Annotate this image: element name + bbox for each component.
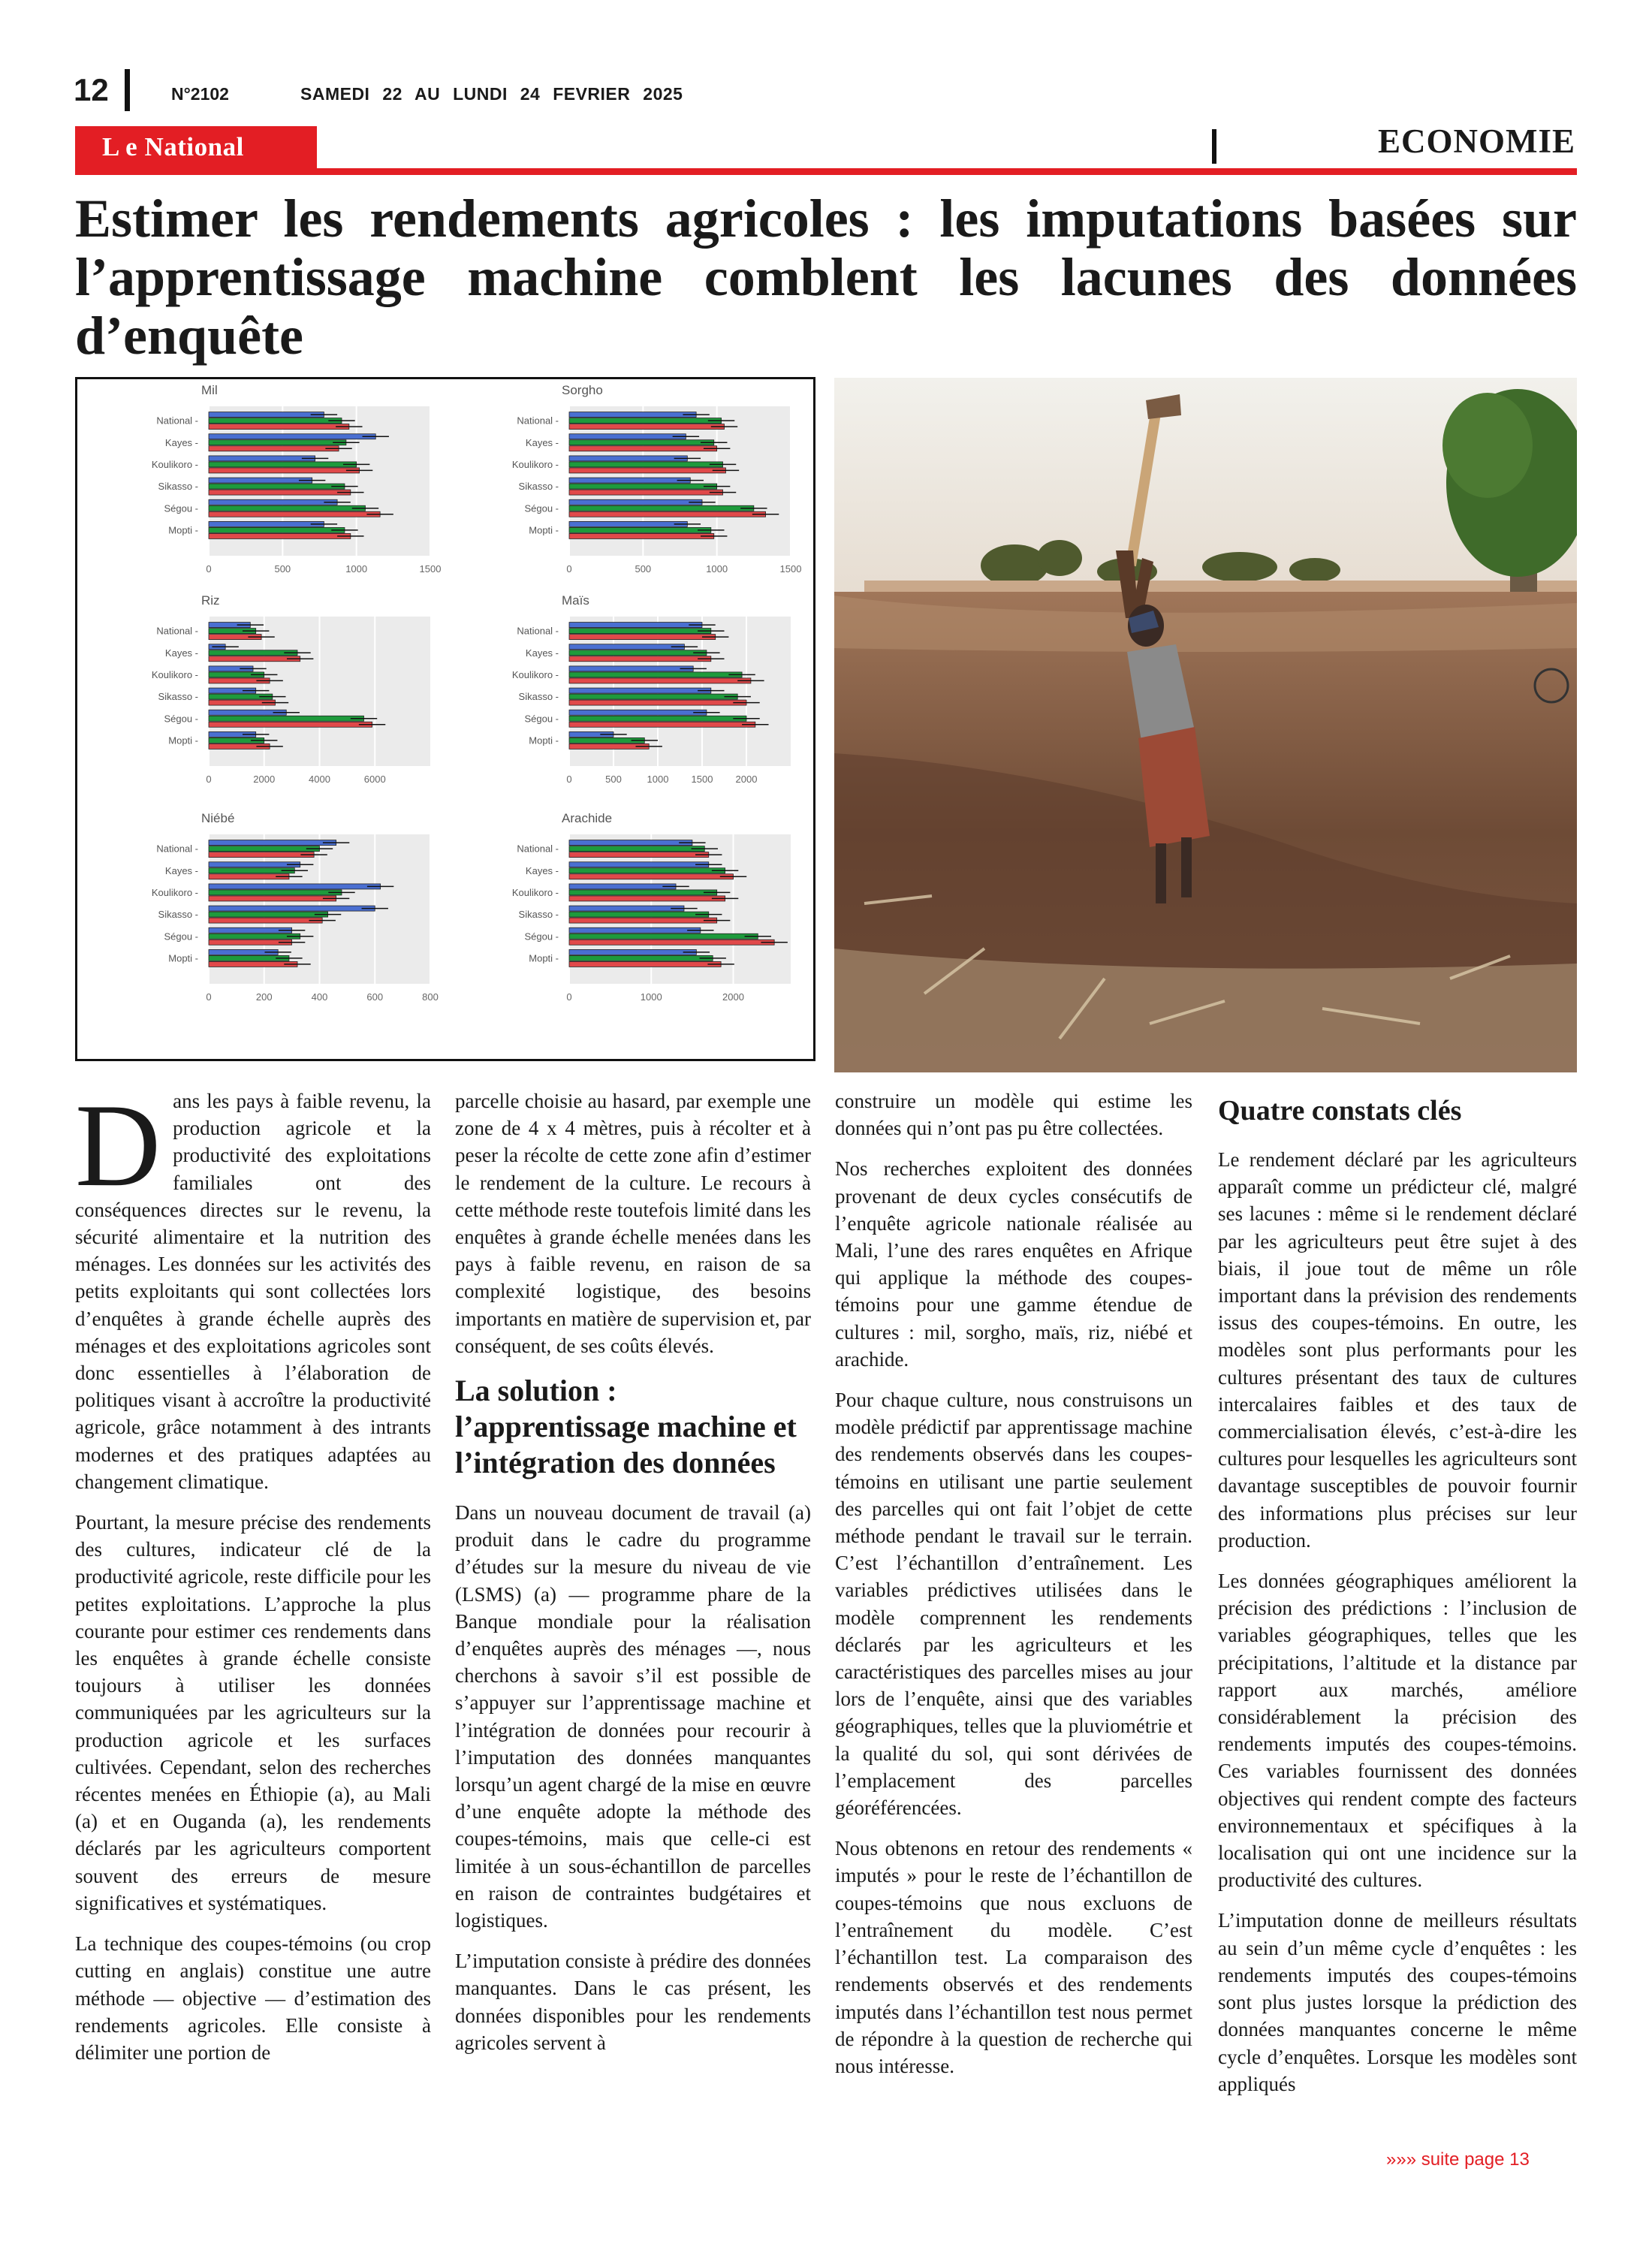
chart-bar: [569, 918, 717, 923]
section-divider: [1212, 129, 1216, 164]
chart-tick-label: 1500: [419, 563, 442, 575]
chart-bar: [569, 716, 746, 721]
chart-tick-label: 200: [255, 991, 273, 1003]
chart-category-label: Koulikoro -: [511, 886, 559, 898]
chart-title: Maïs: [562, 593, 589, 608]
chart-bar: [569, 644, 684, 650]
article-paragraph: Nous obtenons en retour des rendements « imputés » pour le reste de l’échantillon de coupes-témoins que nous excluons de l’entraînement du modèle. C’est l’échantillon test. La comparaison des rendements observés et des rendements imputés dans l’échantillon test nous permet de répondre à la question de recherche qui nous intéresse.: [835, 1837, 1192, 2077]
chart-bar: [569, 961, 721, 967]
chart-bar: [209, 462, 357, 467]
article-paragraph: Pour chaque culture, nous construisons un modèle prédictif par apprentissage machine des rendements observés dans les coupes-témoins en utilisant une partie seulement des parcelles qui ont fait l’objet de cette méthode pendant le travail sur le terrain. C’est l’échantillon d’entraînement. Les variables prédictives utilisées dans le modèle comprennent les rendements déclarés par les agriculteurs et les caractéristiques des parcelles mises au jour lors de l’enquête, ainsi que des variables géographiques, telles que la pluviométrie et la qualité du sol, qui sont dérivées de l’emplacement des parcelles géoréférencées.: [835, 1389, 1192, 1820]
chart-bar: [569, 456, 687, 461]
chart-category-label: Ségou -: [524, 930, 559, 943]
article-paragraph: Nos recherches exploitent des données provenant de deux cycles consécutifs de l’enquête agricole nationale réalisée au Mali, l’une des rares enquêtes en Afrique qui applique la méthode des coupes-témoins pour une gamme étendue de cultures : mil, sorgho, maïs, riz, niébé et arachide.: [835, 1157, 1192, 1371]
chart-bar: [569, 424, 725, 430]
chart-bar: [569, 635, 716, 640]
article-paragraph: construire un modèle qui estime les données qui n’ont pas pu être collectées.: [835, 1090, 1192, 1140]
chart-bar: [569, 478, 690, 483]
chart-bar: [209, 896, 336, 901]
chart-category-label: Ségou -: [164, 502, 198, 514]
chart-tick-label: 500: [635, 563, 652, 575]
chart-bar: [209, 440, 346, 445]
chart-bar: [209, 412, 324, 418]
chart-tick-label: 1000: [640, 991, 662, 1003]
chart-bar: [569, 700, 746, 705]
chart-bar: [209, 906, 375, 911]
chart-category-label: Sikasso -: [158, 909, 198, 921]
chart-bar: [209, 656, 300, 662]
chart-category-label: Kayes -: [164, 436, 198, 448]
article-paragraph: Dans un nouveau document de travail (a) produit dans le cadre du programme d’études sur la mesure du niveau de vie (LSMS) (a) — programme phare de la Banque mondiale pour la réalisation d’enquêtes auprès des ménages —, nous cherchons à savoir s’il est possible de s’appuyer sur l’apprentissage machine et l’intégration de données pour recourir à l’imputation des données manquantes lorsqu’un agent chargé de la mise en œuvre d’une enquête adopte la méthode des coupes-témoins, mais que celle-ci est limitée à un sous-échantillon de parcelles en raison de contraintes budgétaires et logistiques.: [455, 1501, 811, 1932]
chart-bar: [209, 884, 381, 889]
page-number: 12: [74, 72, 109, 107]
chart-title: Mil: [201, 383, 218, 397]
chart-tick-label: 4000: [309, 774, 330, 785]
chart-tick-label: 1000: [345, 563, 368, 575]
chart-bar: [569, 629, 711, 634]
chart-bar: [569, 533, 714, 538]
chart-tick-label: 1500: [691, 774, 713, 785]
chart-tick-label: 2000: [735, 774, 758, 785]
subheading-key-findings: Quatre constats clés: [1218, 1095, 1462, 1126]
article-paragraph: Pourtant, la mesure précise des rendements des cultures, indicateur clé de la productivité agricole, reste difficile pour les petites exploitations. L’approche la plus courante pour estimer ces rendements dans les enquêtes à grande échelle consiste toujours à utiliser les données communiquées par les agriculteurs sur la production agricole et les surfaces cultivées. Cependant, selon des recherches récentes menées en Éthiopie (a), au Mali (a) et en Ouganda (a), les rendements déclarés par les agriculteurs comportent souvent des erreurs de mesure significatives et systématiques.: [75, 1511, 431, 1914]
chart-bar: [569, 666, 693, 671]
chart-bar: [569, 499, 702, 505]
chart-category-label: National -: [156, 415, 198, 427]
chart-bar: [209, 418, 342, 424]
chart-bar: [209, 478, 312, 483]
farmer-photo: [834, 378, 1577, 1072]
chart-bar: [209, 521, 324, 526]
article-paragraph: parcelle choisie au hasard, par exemple une zone de 4 x 4 mètres, puis à récolter et à peser la récolte de cette zone afin d’estimer le rendement de la culture. Le recours à cette méthode reste toutefois limité dans les enquêtes à grande échelle menées dans les pays à faible revenu, en raison de sa complexité logistique, des besoins importants en matière de supervision et, par conséquent, de ses coûts élevés.: [455, 1090, 811, 1357]
chart-bar: [569, 710, 707, 715]
chart-category-label: Mopti -: [529, 952, 559, 964]
chart-category-label: Mopti -: [529, 734, 559, 746]
chart-bar: [209, 511, 380, 517]
chart-bar: [569, 933, 758, 939]
chart-bar: [569, 434, 686, 439]
chart-bar: [569, 462, 723, 467]
chart-bar: [569, 527, 711, 532]
chart-tick-label: 2000: [722, 991, 744, 1003]
article-paragraph: La technique des coupes-témoins (ou crop cutting en anglais) constitue une autre méthode — objective — d’estimation des rendements agricoles. Elle consiste à délimiter une portion de: [75, 1932, 431, 2064]
chart-tick-label: 400: [311, 991, 328, 1003]
chart-category-label: Koulikoro -: [151, 886, 198, 898]
continued-link[interactable]: »»» suite page 13: [1386, 2149, 1530, 2170]
chart-tick-label: 500: [274, 563, 291, 575]
chart-bar: [209, 722, 372, 727]
chart-tick-label: 0: [566, 563, 572, 575]
chart-bar: [209, 852, 314, 858]
chart-category-label: National -: [517, 625, 559, 637]
section-name: ECONOMIE: [1377, 122, 1575, 160]
issue-date: SAMEDI 22 AU LUNDI 24 FEVRIER 2025: [300, 84, 683, 104]
chart-bar: [569, 688, 711, 693]
chart-category-label: National -: [156, 625, 198, 637]
yield-charts: [77, 379, 813, 1059]
chart-category-label: National -: [517, 843, 559, 855]
chart-bar: [569, 484, 717, 489]
chart-bar: [569, 940, 774, 945]
chart-bar: [569, 874, 734, 879]
chart-tick-label: 6000: [363, 774, 386, 785]
chart-bar: [209, 840, 336, 846]
article-column-3: [835, 1087, 1192, 2093]
chart-bar: [569, 521, 687, 526]
chart-bar: [209, 912, 328, 917]
chart-bar: [209, 484, 345, 489]
chart-bar: [569, 884, 676, 889]
chart-category-label: Sikasso -: [158, 481, 198, 493]
chart-bar: [569, 412, 696, 418]
chart-category-label: National -: [517, 415, 559, 427]
article-paragraph: Les données géographiques améliorent la précision des prédictions : l’inclusion de variables géographiques, telles que les précipitations, l’altitude et la distance par rapport aux marchés, améliore considérablement la précision des rendements imputés des coupes-témoins. Ces variables fournissent des données objectives qui rendent compte des facteurs environnementaux et spécifiques à la localisation qui ont une incidence sur la productivité des cultures.: [1218, 1570, 1577, 1892]
subheading-solution: La solution : l’apprentissage machine et l’intégration des données: [455, 1374, 797, 1480]
chart-category-label: Kayes -: [164, 864, 198, 876]
chart-tick-label: 1500: [779, 563, 802, 575]
chart-category-label: Ségou -: [524, 713, 559, 725]
chart-tick-label: 0: [566, 991, 572, 1003]
chart-title: Niébé: [201, 811, 235, 825]
chart-bar: [569, 912, 709, 917]
chart-bar: [569, 672, 742, 677]
chart-category-label: Ségou -: [524, 502, 559, 514]
chart-tick-label: 600: [366, 991, 384, 1003]
chart-bar: [569, 418, 722, 424]
chart-category-label: Kayes -: [164, 647, 198, 659]
chart-bar: [569, 694, 737, 699]
chart-bar: [209, 446, 339, 451]
chart-bar: [569, 722, 755, 727]
chart-category-label: Kayes -: [525, 436, 559, 448]
chart-category-label: Koulikoro -: [151, 458, 198, 470]
chart-category-label: Koulikoro -: [151, 668, 198, 680]
chart-tick-label: 0: [566, 774, 572, 785]
chart-bar: [569, 868, 725, 873]
chart-bar: [209, 490, 351, 495]
chart-tick-label: 2000: [253, 774, 276, 785]
chart-category-label: Mopti -: [168, 734, 198, 746]
chart-title: Riz: [201, 593, 220, 608]
chart-bar: [209, 533, 351, 538]
chart-tick-label: 800: [422, 991, 439, 1003]
chart-bar: [569, 623, 702, 628]
article-paragraph: Le rendement déclaré par les agriculteurs apparaît comme un prédicteur clé, malgré ses lacunes : même si le rendement déclaré par les agriculteurs peut être sujet à des biais, il joue tout de même un rôle important dans la prévision des rendements issus des coupes-témoins. En outre, les modèles sont plus performants pour les cultures présentant des taux de cultures intercalaires faibles et des taux de commercialisation élevés, c’est-à-dire les cultures pour lesquelles les agriculteurs sont davantage susceptibles de pouvoir fournir des informations plus précises sur leur production.: [1218, 1148, 1577, 1552]
chart-title: Sorgho: [562, 383, 603, 397]
chart-bar: [569, 440, 714, 445]
chart-category-label: Mopti -: [529, 524, 559, 536]
chart-tick-label: 0: [206, 563, 212, 575]
chart-bar: [209, 505, 365, 511]
chart-bar: [209, 434, 375, 439]
chart-category-label: Koulikoro -: [511, 458, 559, 470]
chart-bar: [209, 716, 364, 721]
chart-bar: [569, 650, 707, 656]
chart-bar: [209, 468, 360, 473]
farmer-hoeing-photo: [834, 378, 1577, 1072]
chart-category-label: Sikasso -: [158, 691, 198, 703]
chart-category-label: Sikasso -: [518, 691, 559, 703]
chart-bar: [569, 505, 754, 511]
chart-bar: [569, 927, 701, 933]
chart-bar: [569, 490, 723, 495]
chart-bar: [209, 918, 322, 923]
article-paragraph: L’imputation consiste à prédire des données manquantes. Dans le cas présent, les données disponibles pour les rendements agricoles servent à: [455, 1950, 811, 2054]
chart-category-label: Mopti -: [168, 952, 198, 964]
chart-bar: [209, 424, 349, 430]
article-column-2: [455, 1087, 811, 2070]
article-paragraph: L’imputation donne de meilleurs résultats au sein d’un même cycle d’enquêtes : les rendements imputés des coupes-témoins sont plus justes lorsque la prédiction des données manquantes concerne le même cycle d’enquêtes. Lorsque les modèles sont appliqués: [1218, 1909, 1577, 2095]
chart-bar: [569, 656, 711, 662]
article-column-1: [75, 1080, 431, 2080]
chart-bar: [209, 527, 345, 532]
chart-bar: [569, 846, 704, 852]
chart-category-label: Koulikoro -: [511, 668, 559, 680]
chart-tick-label: 0: [206, 774, 212, 785]
chart-category-label: Sikasso -: [518, 481, 559, 493]
chart-category-label: Kayes -: [525, 647, 559, 659]
chart-bar: [209, 846, 320, 852]
chart-category-label: Ségou -: [164, 930, 198, 943]
chart-bar: [569, 890, 717, 895]
chart-bar: [569, 678, 751, 683]
article-paragraph: Dans les pays à faible revenu, la production agricole et la productivité des exploitations familiales ont des conséquences directes sur le revenu, la sécurité alimentaire et la nutrition des ménages. Les données sur les activités des petits exploitants qui sont collectées lors d’enquêtes à grande échelle auprès des ménages et des exploitations agricoles sont donc essentielles à l’élaboration de politiques visant à accroître la productivité agricole, grâce notamment à des intrants modernes et des pratiques adaptées au changement climatique.: [75, 1080, 431, 1493]
chart-category-label: Kayes -: [525, 864, 559, 876]
chart-bar: [209, 933, 300, 939]
chart-bar: [569, 840, 692, 846]
chart-bar: [569, 906, 684, 911]
chart-bar: [569, 949, 696, 955]
chart-bar: [569, 862, 709, 867]
chart-tick-label: 500: [605, 774, 622, 785]
issue-number: N°2102: [171, 84, 229, 104]
yield-chart-figure: [75, 377, 815, 1061]
drop-cap: D: [75, 1080, 161, 1211]
chart-bar: [569, 896, 725, 901]
brand-name: L e National: [102, 132, 244, 161]
chart-bar: [569, 852, 709, 858]
page-number-divider: [125, 69, 130, 111]
chart-tick-label: 1000: [647, 774, 669, 785]
article-column-4: [1218, 1093, 1577, 2111]
header-rule: [75, 168, 1577, 175]
chart-bar: [209, 862, 300, 867]
chart-bar: [569, 446, 717, 451]
chart-category-label: Mopti -: [168, 524, 198, 536]
chart-bar: [209, 890, 342, 895]
chart-title: Arachide: [562, 811, 613, 825]
chart-bar: [209, 456, 315, 461]
chart-bar: [569, 955, 713, 961]
headline: Estimer les rendements agricoles : les imputations basées sur l’apprentissage machine comblent les lacunes des données d’enquête: [75, 189, 1577, 366]
chart-category-label: National -: [156, 843, 198, 855]
chart-category-label: Sikasso -: [518, 909, 559, 921]
chart-bar: [209, 499, 337, 505]
chart-category-label: Ségou -: [164, 713, 198, 725]
chart-tick-label: 0: [206, 991, 212, 1003]
chart-tick-label: 1000: [706, 563, 728, 575]
chart-bar: [569, 468, 725, 473]
chart-bar: [569, 511, 766, 517]
